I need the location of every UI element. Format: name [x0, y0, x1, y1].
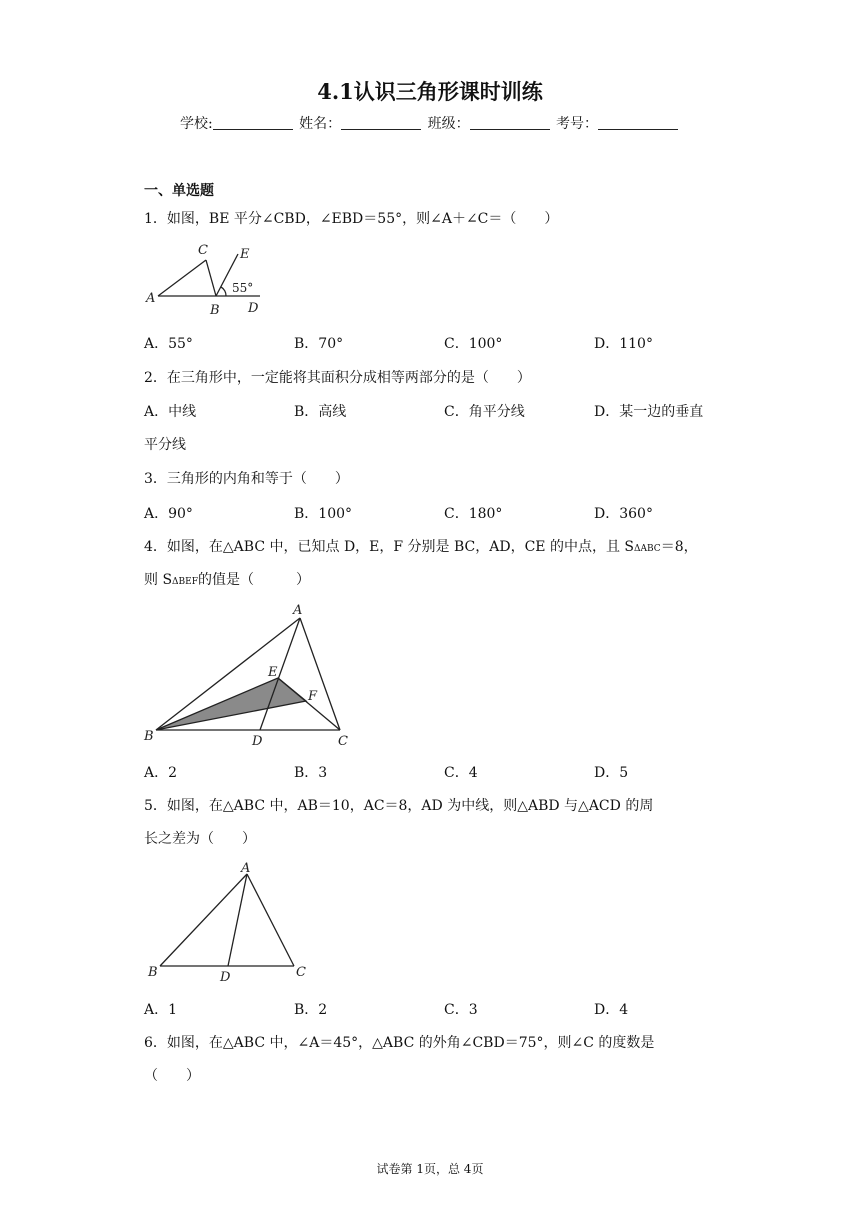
q4-label-b: B — [144, 729, 154, 744]
option-d[interactable]: D．某一边的垂直 — [594, 404, 704, 420]
q4-subscript-abc: ΔABC — [634, 544, 661, 554]
question-2-option-d-wrap: 平分线 — [144, 437, 186, 453]
question-3-stem: 3．三角形的内角和等于（ ） — [144, 471, 349, 487]
q4-stem-text: ＝8， — [660, 539, 698, 555]
question-6-stem-line2: （ ） — [144, 1068, 200, 1084]
option-b[interactable]: B．3 — [294, 765, 328, 781]
q5-label-d: D — [220, 970, 231, 985]
q4-label-c: C — [338, 734, 348, 749]
class-blank[interactable] — [470, 115, 550, 130]
question-5-stem-line1: 5．如图，在△ABC 中，AB＝10，AC＝8，AD 为中线，则△ABD 与△ACD 的周 — [144, 798, 654, 814]
option-a[interactable]: A．90° — [144, 506, 193, 522]
q1-label-a: A — [146, 291, 156, 306]
option-d[interactable]: D．5 — [594, 765, 629, 781]
option-b[interactable]: B．100° — [294, 506, 353, 522]
question-4-stem-line2 — [144, 569, 310, 589]
question-4-options — [144, 762, 744, 784]
q4-label-a: A — [293, 603, 303, 618]
question-5-figure — [140, 858, 320, 986]
question-6-stem-line1: 6．如图，在△ABC 中，∠A＝45°，△ABC 的外角∠CBD＝75°，则∠C 的度数是 — [144, 1035, 655, 1051]
q1-angle-label: 55° — [232, 281, 254, 295]
q4-label-f: F — [308, 689, 318, 704]
option-a[interactable]: A．1 — [144, 1002, 178, 1018]
option-c[interactable]: C．角平分线 — [444, 404, 525, 420]
option-c[interactable]: C．3 — [444, 1002, 478, 1018]
question-5-stem-line2: 长之差为（ ） — [144, 831, 256, 847]
q5-label-b: B — [148, 965, 158, 980]
option-b[interactable]: B．2 — [294, 1002, 328, 1018]
question-5-options — [144, 999, 744, 1021]
q1-label-b: B — [210, 303, 220, 318]
exam-no-blank[interactable] — [598, 115, 678, 130]
name-blank[interactable] — [341, 115, 421, 130]
question-1-stem: 1．如图，BE 平分∠CBD，∠EBD＝55°，则∠A＋∠C＝（ ） — [144, 211, 559, 227]
q1-label-c: C — [198, 243, 208, 258]
class-label: 班级： — [427, 116, 470, 132]
option-a[interactable]: A．55° — [144, 336, 193, 352]
option-a[interactable]: A．2 — [144, 765, 178, 781]
school-blank[interactable] — [213, 115, 293, 130]
name-label: 姓名： — [299, 116, 342, 132]
school-label: 学校: — [179, 116, 213, 132]
page-title: 4.1认识三角形课时训练 — [317, 79, 543, 104]
question-4-stem-line1 — [144, 536, 698, 556]
q4-label-d: D — [252, 734, 263, 749]
option-d[interactable]: D．4 — [594, 1002, 629, 1018]
q4-label-e: E — [268, 665, 278, 680]
q4-stem-text: 的值是（ ） — [197, 572, 310, 588]
question-1-figure — [140, 240, 270, 316]
q1-label-e: E — [240, 247, 250, 262]
option-c[interactable]: C．180° — [444, 506, 503, 522]
option-d[interactable]: D．110° — [594, 336, 653, 352]
option-c[interactable]: C．4 — [444, 765, 478, 781]
option-d[interactable]: D．360° — [594, 506, 653, 522]
q5-label-c: C — [296, 965, 306, 980]
exam-no-label: 考号： — [556, 116, 599, 132]
question-2-stem: 2．在三角形中，一定能将其面积分成相等两部分的是（ ） — [144, 370, 531, 386]
question-4-figure — [140, 600, 360, 750]
question-2-options — [144, 401, 744, 423]
q4-subscript-bef: ΔBEF — [172, 577, 198, 587]
option-b[interactable]: B．70° — [294, 336, 344, 352]
q4-stem-text: 则 S — [144, 572, 173, 588]
option-a[interactable]: A．中线 — [144, 404, 197, 420]
student-info — [0, 113, 860, 133]
page-footer: 试卷第 1页，总 4页 — [376, 1162, 484, 1176]
q5-label-a: A — [241, 861, 251, 876]
question-1-options — [144, 333, 744, 355]
section-heading: 一、单选题 — [144, 183, 214, 199]
question-3-options — [144, 503, 744, 525]
option-c[interactable]: C．100° — [444, 336, 503, 352]
option-b[interactable]: B．高线 — [294, 404, 347, 420]
q4-stem-text: 4．如图，在△ABC 中，已知点 D，E，F 分别是 BC，AD，CE 的中点，且 S — [144, 539, 635, 555]
q1-label-d: D — [248, 301, 259, 316]
